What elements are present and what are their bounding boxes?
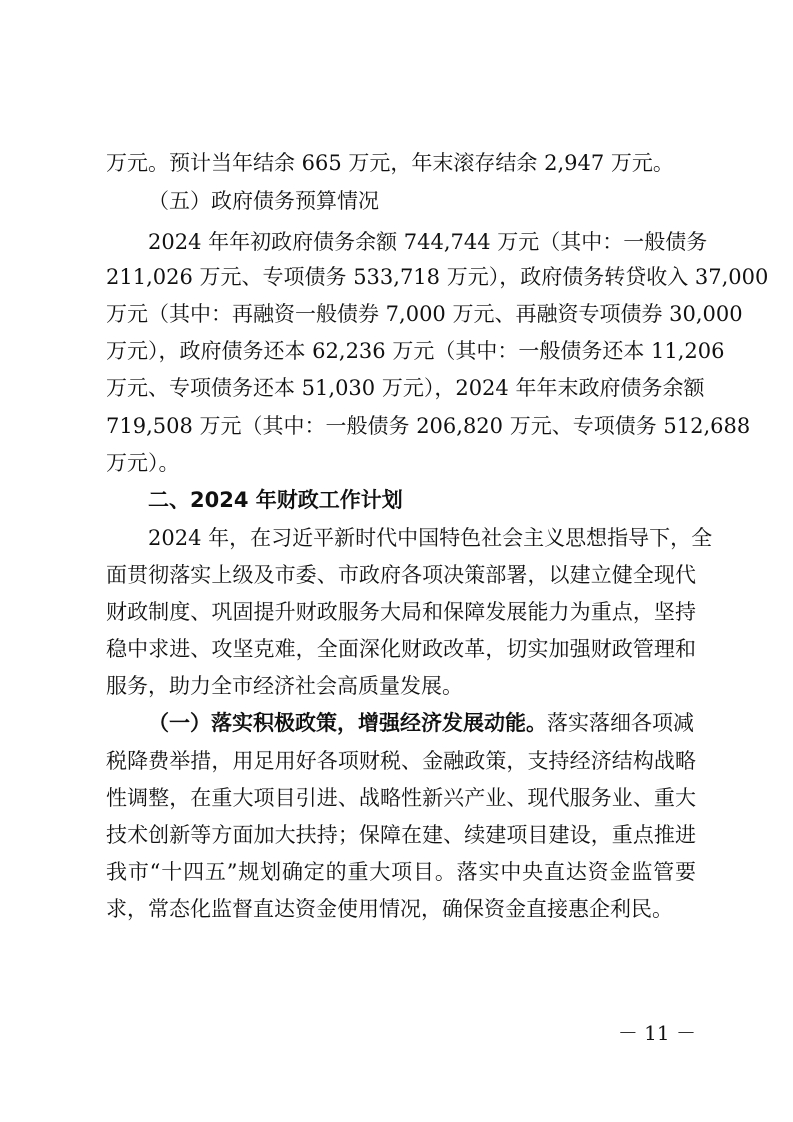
paragraph-line: 万元（其中：再融资一般债券 7,000 万元、再融资专项债券 30,000 xyxy=(106,302,743,326)
paragraph-line: 服务，助力全市经济社会高质量发展。 xyxy=(106,674,463,698)
paragraph-line: 万元。预计当年结余 665 万元，年末滚存结余 2,947 万元。 xyxy=(106,151,674,175)
paragraph-line: 性调整，在重大项目引进、战略性新兴产业、现代服务业、重大 xyxy=(106,786,696,810)
paragraph-line: 面贯彻落实上级及市委、市政府各项决策部署，以建立健全现代 xyxy=(106,563,696,587)
chapter-heading: 二、2024 年财政工作计划 xyxy=(148,488,403,512)
paragraph-line: 财政制度、巩固提升财政服务大局和保障发展能力为重点，坚持 xyxy=(106,600,696,624)
paragraph-line xyxy=(148,708,696,738)
paragraph-line: 719,508 万元（其中：一般债务 206,820 万元、专项债务 512,688 xyxy=(106,414,751,438)
section-heading: （五）政府债务预算情况 xyxy=(148,189,379,213)
paragraph-line: 万元），政府债务还本 62,236 万元（其中：一般债务还本 11,206 xyxy=(106,339,725,363)
paragraph-line: 2024 年年初政府债务余额 744,744 万元（其中：一般债务 xyxy=(148,230,708,254)
subsection-heading: （一）落实积极政策，增强经济发展动能。 xyxy=(148,710,547,735)
paragraph-line: 求，常态化监督直达资金使用情况，确保资金直接惠企利民。 xyxy=(106,897,673,921)
paragraph-line: 万元）。 xyxy=(106,451,180,475)
paragraph-line: 我市“十四五”规划确定的重大项目。落实中央直达资金监管要 xyxy=(106,860,696,884)
paragraph-line: 2024 年，在习近平新时代中国特色社会主义思想指导下，全 xyxy=(148,526,713,550)
paragraph-line: 万元、专项债务还本 51,030 万元），2024 年年末政府债务余额 xyxy=(106,376,705,400)
paragraph-line: 税降费举措，用足用好各项财税、金融政策，支持经济结构战略 xyxy=(106,749,696,773)
paragraph-line: 211,026 万元、专项债务 533,718 万元），政府债务转贷收入 37,000 xyxy=(106,265,769,289)
paragraph-line: 稳中求进、攻坚克难，全面深化财政改革，切实加强财政管理和 xyxy=(106,637,696,661)
paragraph-text: 落实落细各项减 xyxy=(547,711,694,735)
paragraph-line: 技术创新等方面加大扶持；保障在建、续建项目建设，重点推进 xyxy=(106,823,696,847)
page-number: － 11 － xyxy=(617,1021,696,1045)
